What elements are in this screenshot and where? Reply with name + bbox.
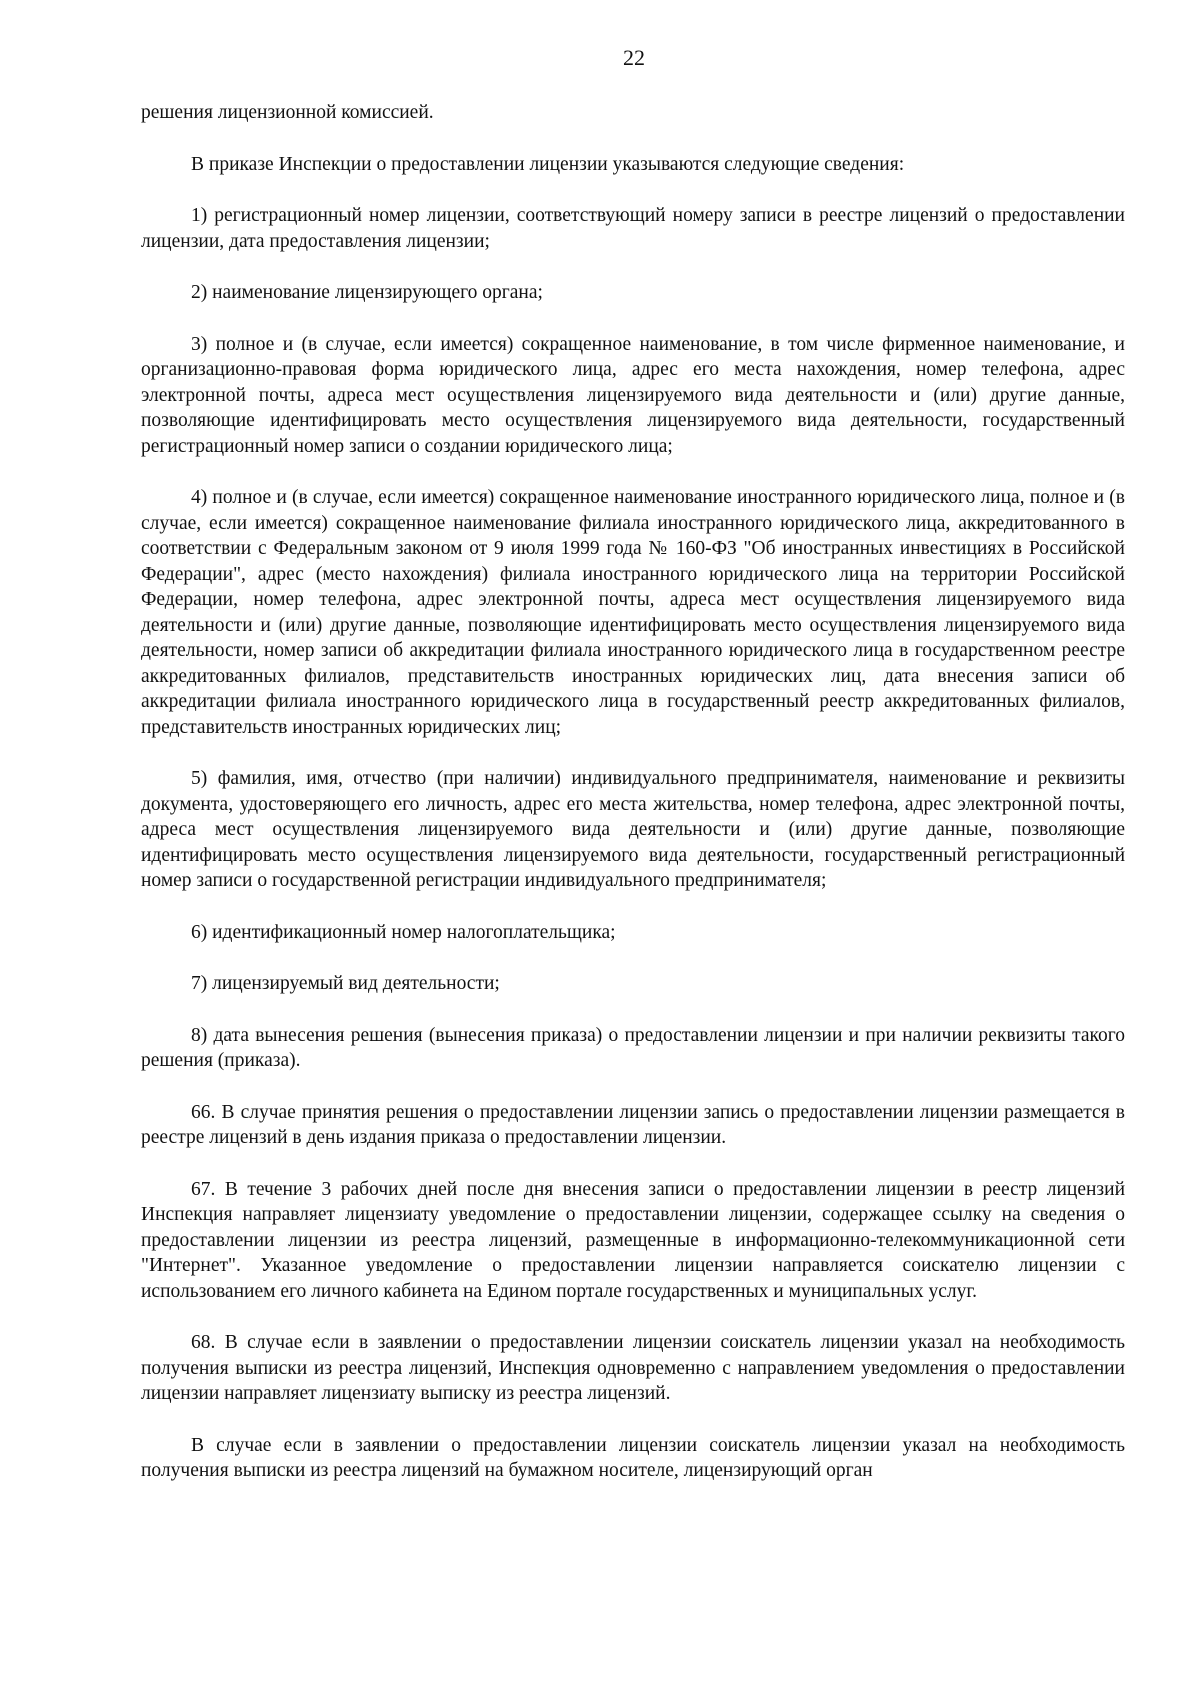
list-item-8: 8) дата вынесения решения (вынесения приказа) о предоставлении лицензии и при наличии реквизиты такого решения (приказа). [141,1024,1125,1071]
list-item-4: 4) полное и (в случае, если имеется) сокращенное наименование иностранного юридического лица, полное и (в случае, если имеется) сокращенное наименование филиала иностранного юридического лица, аккредитованного в соответствии с Федеральным законом от 9 июля 1999 года № 160-ФЗ "Об иностранных инвестициях в Российской Федерации", адрес (место нахождения) филиала иностранного юридического лица на территории Российской Федерации, номер телефона, адрес электронной почты, адреса мест осуществления лицензируемого вида деятельности и (или) другие данные, позволяющие идентифицировать место осуществления лицензируемого вида деятельности, номер записи об аккредитации филиала иностранного юридического лица в государственном реестре аккредитованных филиалов, представительств иностранных юридических лиц, дата внесения записи об аккредитации филиала иностранного юридического лица в государственный реестр аккредитованных филиалов, представительств иностранных юридических лиц; [141,487,1125,738]
paragraph-continuation: решения лицензионной комиссией. [141,102,434,123]
list-item-7: 7) лицензируемый вид деятельности; [191,973,500,994]
clause-68-paper-extract: В случае если в заявлении о предоставлении лицензии соискатель лицензии указал на необходимость получения выписки из реестра лицензий на бумажном носителе, лицензирующий орган [141,1434,1125,1481]
list-item-6: 6) идентификационный номер налогоплательщика; [191,921,616,943]
list-item-5: 5) фамилия, имя, отчество (при наличии) индивидуального предпринимателя, наименование и реквизиты документа, удостоверяющего его личность, адрес его места жительства, номер телефона, адрес электронной почты, адреса мест осуществления лицензируемого вида деятельности и (или) другие данные, позволяющие идентифицировать место осуществления лицензируемого вида деятельности, государственный регистрационный номер записи о государственной регистрации индивидуального предпринимателя; [141,768,1125,891]
document-body [141,100,1125,1484]
page-number: 22 [623,45,645,70]
clause-67: 67. В течение 3 рабочих дней после дня внесения записи о предоставлении лицензии в реестр лицензий Инспекция направляет лицензиату уведомление о предоставлении лицензии, содержащее ссылку на сведения о предоставлении лицензии из реестра лицензий, размещенные в информационно-телекоммуникационной сети "Интернет". Указанное уведомление о предоставлении лицензии направляется соискателю лицензии с использованием его личного кабинета на Едином портале государственных и муниципальных услуг. [141,1178,1125,1302]
clause-66: 66. В случае принятия решения о предоставлении лицензии запись о предоставлении лицензии размещается в реестре лицензий в день издания приказа о предоставлении лицензии. [141,1101,1125,1148]
clause-68: 68. В случае если в заявлении о предоставлении лицензии соискатель лицензии указал на необходимость получения выписки из реестра лицензий, Инспекция одновременно с направлением уведомления о предоставлении лицензии направляет лицензиату выписку из реестра лицензий. [141,1332,1125,1404]
list-item-3: 3) полное и (в случае, если имеется) сокращенное наименование, в том числе фирменное наименование, и организационно-правовая форма юридического лица, адрес его места нахождения, номер телефона, адрес электронной почты, адреса мест осуществления лицензируемого вида деятельности и (или) другие данные, позволяющие идентифицировать место осуществления лицензируемого вида деятельности, государственный регистрационный номер записи о создании юридического лица; [141,333,1125,457]
list-item-1: 1) регистрационный номер лицензии, соответствующий номеру записи в реестре лицензий о предоставлении лицензии, дата предоставления лицензии; [141,205,1125,252]
paragraph-order-info-intro: В приказе Инспекции о предоставлении лицензии указываются следующие сведения: [191,153,905,175]
list-item-2: 2) наименование лицензирующего органа; [191,282,543,303]
